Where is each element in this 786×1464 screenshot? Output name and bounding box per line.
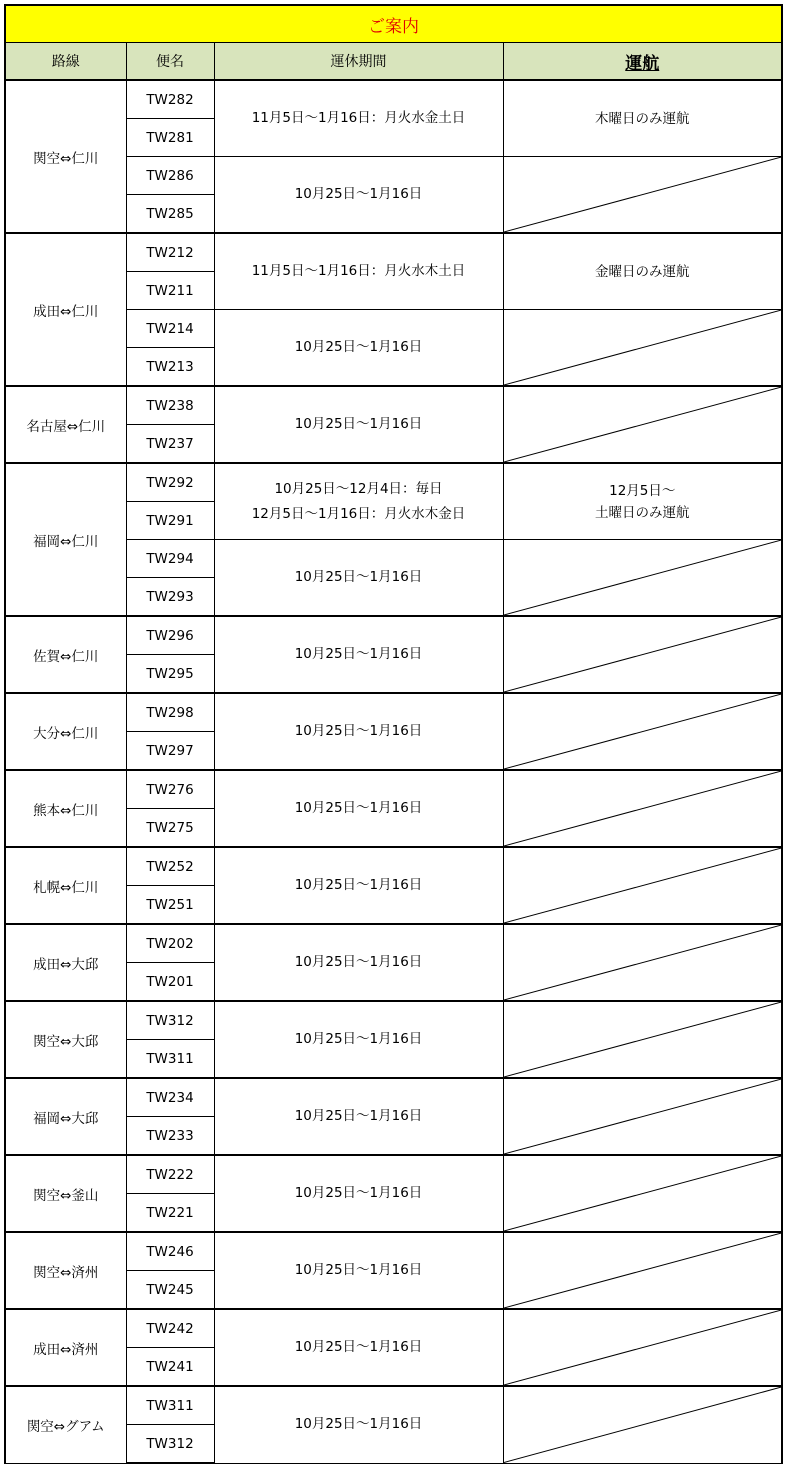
flight-number: TW237: [126, 425, 214, 464]
slash-line: [504, 1156, 782, 1231]
table-row: [5, 1232, 782, 1271]
table-title: ご案内: [5, 5, 782, 43]
suspension-period: [214, 616, 503, 693]
suspension-period: [214, 1386, 503, 1463]
operation-cell: [503, 1232, 782, 1309]
operation-cell: [503, 847, 782, 924]
period-text: 10月25日～1月16日: [294, 186, 423, 202]
period-text: 10月25日～1月16日: [294, 339, 423, 355]
table-row: [5, 1155, 782, 1194]
diagonal-slash: [504, 387, 782, 462]
table-row: [5, 1309, 782, 1348]
flight-number: TW211: [126, 272, 214, 310]
diagonal-slash: [504, 771, 782, 846]
table-row: [5, 80, 782, 119]
operation-cell: [503, 540, 782, 617]
operation-text: 金曜日のみ運航: [595, 263, 690, 280]
suspension-period: [214, 1232, 503, 1309]
table-row: [5, 463, 782, 502]
flight-number: TW202: [126, 924, 214, 963]
route-cell: 札幌⇔仁川: [5, 847, 126, 924]
slash-line: [504, 540, 782, 615]
suspension-period: [214, 463, 503, 540]
diagonal-slash: [504, 1310, 782, 1385]
period-text: 10月25日～1月16日: [294, 954, 423, 970]
flight-number: TW251: [126, 886, 214, 925]
flight-number: TW201: [126, 963, 214, 1002]
table-row: [5, 924, 782, 963]
table-row: [5, 770, 782, 809]
flight-number: TW238: [126, 386, 214, 425]
table-row: [5, 1001, 782, 1040]
flight-number: TW297: [126, 732, 214, 771]
flight-number: TW293: [126, 578, 214, 617]
slash-line: [504, 925, 782, 1000]
flight-number: TW276: [126, 770, 214, 809]
suspension-period: [214, 310, 503, 387]
operation-cell: [503, 924, 782, 1001]
route-cell: 関空⇔グアム: [5, 1386, 126, 1463]
flight-number: TW312: [126, 1425, 214, 1464]
suspension-period: [214, 847, 503, 924]
flight-number: TW298: [126, 693, 214, 732]
route-cell: 熊本⇔仁川: [5, 770, 126, 847]
flight-number: TW241: [126, 1348, 214, 1387]
suspension-table: [4, 4, 783, 1464]
slash-line: [504, 1079, 782, 1154]
suspension-period: [214, 233, 503, 310]
slash-line: [504, 1002, 782, 1077]
diagonal-slash: [504, 157, 782, 232]
flight-number: TW292: [126, 463, 214, 502]
route-cell: 佐賀⇔仁川: [5, 616, 126, 693]
operation-cell: [503, 1386, 782, 1463]
slash-line: [504, 1387, 782, 1463]
route-cell: 名古屋⇔仁川: [5, 386, 126, 463]
suspension-period: [214, 770, 503, 847]
operation-cell: [503, 233, 782, 310]
period-text: 10月25日～1月16日: [294, 1108, 423, 1124]
flight-number: TW242: [126, 1309, 214, 1348]
suspension-period: [214, 540, 503, 617]
slash-line: [504, 1310, 782, 1385]
operation-cell: [503, 1155, 782, 1232]
header-operation: 運航: [503, 43, 782, 81]
flight-number: TW312: [126, 1001, 214, 1040]
period-text: 10月25日～1月16日: [294, 646, 423, 662]
route-cell: 大分⇔仁川: [5, 693, 126, 770]
period-text: 10月25日～1月16日: [294, 1031, 423, 1047]
period-text: 11月5日～1月16日：月火水木土日: [251, 263, 466, 279]
route-cell: 成田⇔仁川: [5, 233, 126, 386]
route-cell: 関空⇔済州: [5, 1232, 126, 1309]
period-text: 10月25日～1月16日: [294, 1339, 423, 1355]
operation-cell: [503, 1309, 782, 1386]
operation-cell: [503, 1001, 782, 1078]
suspension-period: [214, 1155, 503, 1232]
diagonal-slash: [504, 617, 782, 692]
header-route: 路線: [5, 43, 126, 81]
table-row: [5, 1078, 782, 1117]
route-cell: 関空⇔釜山: [5, 1155, 126, 1232]
header-flight: 便名: [126, 43, 214, 81]
slash-line: [504, 848, 782, 923]
table-row: [5, 1386, 782, 1425]
flight-number: TW291: [126, 502, 214, 540]
table-row: [5, 847, 782, 886]
operation-text: 木曜日のみ運航: [595, 110, 690, 127]
diagonal-slash: [504, 1233, 782, 1308]
slash-line: [504, 1233, 782, 1308]
diagonal-slash: [504, 540, 782, 615]
table-row: [5, 233, 782, 272]
diagonal-slash: [504, 925, 782, 1000]
period-text: 10月25日～1月16日: [294, 800, 423, 816]
operation-cell: [503, 1078, 782, 1155]
flight-number: TW311: [126, 1386, 214, 1425]
diagonal-slash: [504, 310, 782, 385]
route-cell: 関空⇔仁川: [5, 80, 126, 233]
period-text: 10月25日～1月16日: [294, 877, 423, 893]
diagonal-slash: [504, 1002, 782, 1077]
operation-cell: [503, 157, 782, 234]
flight-number: TW275: [126, 809, 214, 848]
operation-cell: [503, 463, 782, 540]
operation-text: 12月5日～: [609, 482, 676, 499]
flight-number: TW246: [126, 1232, 214, 1271]
suspension-period: [214, 157, 503, 234]
operation-text: 土曜日のみ運航: [595, 504, 690, 521]
suspension-period: [214, 693, 503, 770]
diagonal-slash: [504, 694, 782, 769]
flight-number: TW234: [126, 1078, 214, 1117]
flight-number: TW295: [126, 655, 214, 694]
period-text: 12月5日～1月16日：月火水木金日: [251, 505, 466, 522]
period-text: 10月25日～1月16日: [294, 1262, 423, 1278]
flight-number: TW286: [126, 157, 214, 195]
header-period: 運休期間: [214, 43, 503, 81]
flight-number: TW285: [126, 195, 214, 234]
flight-number: TW233: [126, 1117, 214, 1156]
operation-cell: [503, 770, 782, 847]
suspension-period: [214, 1078, 503, 1155]
flight-number: TW282: [126, 80, 214, 119]
suspension-period: [214, 1001, 503, 1078]
diagonal-slash: [504, 1079, 782, 1154]
flight-number: TW212: [126, 233, 214, 272]
flight-number: TW311: [126, 1040, 214, 1079]
route-cell: 成田⇔大邱: [5, 924, 126, 1001]
operation-cell: [503, 693, 782, 770]
flight-number: TW221: [126, 1194, 214, 1233]
table-row: [5, 616, 782, 655]
diagonal-slash: [504, 1156, 782, 1231]
period-text: 10月25日～1月16日: [294, 1416, 423, 1433]
flight-number: TW214: [126, 310, 214, 348]
suspension-period: [214, 386, 503, 463]
suspension-period: [214, 924, 503, 1001]
route-cell: 成田⇔済州: [5, 1309, 126, 1386]
suspension-period: [214, 1309, 503, 1386]
period-text: 10月25日～1月16日: [294, 723, 423, 739]
suspension-period: [214, 80, 503, 157]
slash-line: [504, 387, 782, 462]
diagonal-slash: [504, 848, 782, 923]
diagonal-slash: [504, 1387, 782, 1463]
table-row: [5, 386, 782, 425]
flight-number: TW296: [126, 616, 214, 655]
flight-number: TW294: [126, 540, 214, 578]
flight-number: TW245: [126, 1271, 214, 1310]
period-text: 10月25日～1月16日: [294, 1185, 423, 1201]
operation-cell: [503, 386, 782, 463]
route-cell: 関空⇔大邱: [5, 1001, 126, 1078]
slash-line: [504, 310, 782, 385]
slash-line: [504, 694, 782, 769]
flight-number: TW252: [126, 847, 214, 886]
slash-line: [504, 771, 782, 846]
flight-number: TW222: [126, 1155, 214, 1194]
operation-cell: [503, 80, 782, 157]
flight-number: TW213: [126, 348, 214, 387]
period-text: 10月25日～1月16日: [294, 569, 423, 585]
operation-cell: [503, 310, 782, 387]
slash-line: [504, 617, 782, 692]
slash-line: [504, 157, 782, 232]
period-text: 10月25日～12月4日：毎日: [274, 480, 443, 497]
route-cell: 福岡⇔大邱: [5, 1078, 126, 1155]
flight-number: TW281: [126, 119, 214, 157]
period-text: 11月5日～1月16日：月火水金土日: [251, 110, 466, 126]
route-cell: 福岡⇔仁川: [5, 463, 126, 616]
period-text: 10月25日～1月16日: [294, 416, 423, 432]
operation-cell: [503, 616, 782, 693]
table-row: [5, 693, 782, 732]
